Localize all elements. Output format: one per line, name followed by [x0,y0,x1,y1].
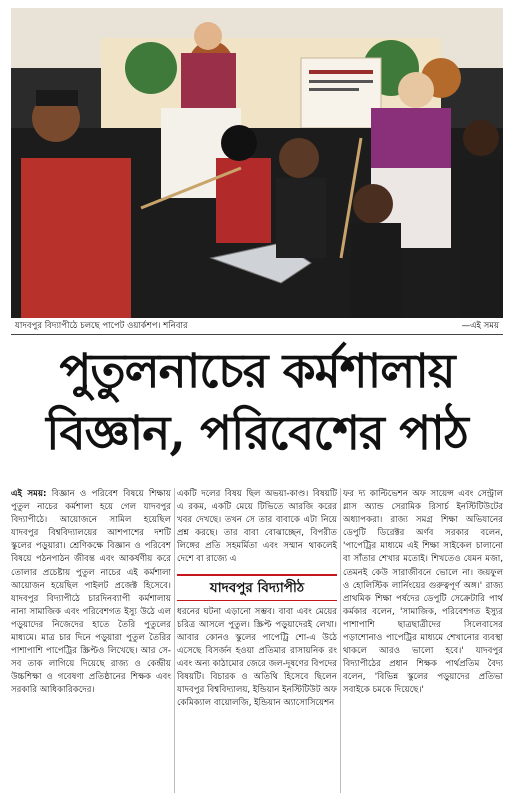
news-photo [11,8,503,318]
article-dateline: এই সময়: [11,489,47,499]
place-label: যাদবপুর বিদ্যাপীঠ [177,574,337,601]
article-column-2 [177,488,337,793]
article-column-3 [343,488,503,793]
article-body [11,488,503,793]
column-divider [340,488,341,793]
article-paragraph: বিজ্ঞান ও পরিবেশ বিষয়ে শিক্ষায় পুতুল নাচের কর্মশালা হয়ে গেল যাদবপুর বিদ্যাপীঠে। আয়োজনে সামিল হয়েছিল যাদবপুর বিশ্ববিদ্যালয়ের আশপাশের দশটি স্কুলের পড়ুয়ারা। শ্রেণিকক্ষে বিজ্ঞান ও পরিবেশ বিষয়ে পঠনপাঠন জীবন্ত এবং আকর্ষণীয় করে তোলার প্রচেষ্টায় পুতুল নাচের এই কর্মশালা আয়োজন হয়েছিল পাইলট প্রজেক্ট হিসেবে। যাদবপুর বিদ্যাপীঠে চারদিনব্যাপী কর্মশালায় নানা সামাজিক এবং পরিবেশগত ইস্যু উঠে এল পড়ুয়াদের নিজেদের হাতে তৈরি পুতুলের মাধ্যমে। মাত্র চার দিনে পড়ুয়ারা পুতুল তৈরির পাশাপাশি পাপেট্রির স্ক্রিপ্টও লিখেছে। আর সে-সব তাক লাগিয়ে দিয়েছে রাজ্য ও কেন্দ্রীয় উচ্চশিক্ষা ও গবেষণা প্রতিষ্ঠানের শিক্ষক এবং সরকারি আধিকারিকদের। [11,489,171,696]
article-paragraph: ফর দ্য কাল্টিভেশন অফ সায়েন্স এবং সেন্ট্রাল গ্লাস অ্যান্ড সেরামিক রিসার্চ ইনস্টিটিউটের অধ্যাপকরা। রাজ্য সমগ্র শিক্ষা অভিযানের ডেপুটি ডিরেক্টর অর্ণব সরকার বলেন, 'পাপেট্রির মাধ্যমে এই শিক্ষা সাইকেল চালানো বা সাঁতার শেখার মতোই। শিখতেও যেমন মজা, তেমনই কেউ সারাজীবনে ভোলে না। জয়ফুল ও হোলিস্টিক লার্নিংয়ের গুরুত্বপূর্ণ অঙ্গ।' রাজ্য প্রাথমিক শিক্ষা পর্ষদের ডেপুটি সেক্রেটারি পার্থ কর্মকার বলেন, 'সামাজিক, পরিবেশগত ইস্যুর পাশাপাশি ছাত্রছাত্রীদের সিলেবাসের পড়াশোনাও পাপেট্রির মাধ্যমে শেখানোর ব্যবস্থা থাকলে আরও ভালো হবে।' যাদবপুর বিদ্যাপীঠের প্রধান শিক্ষক পার্থপ্রতিম বৈদ্য বলেন, 'বিভিন্ন স্কুলের পড়ুয়াদের প্রতিভা সবাইকে চমকে দিয়েছে।' [343,489,503,696]
column-divider [174,488,175,793]
photo-credit: —এই সময় [461,321,499,331]
article-column-1 [11,488,171,793]
headline-line-2: বিজ্ঞান, পরিবেশের পাঠ [46,406,468,461]
article-paragraph: একটি দলের বিষয় ছিল অভয়া-কাণ্ড। বিষয়টি এ রকম, একটি মেয়ে টিভিতে আরজি করের খবর দেখছে। তখন সে তার বাবাকে এটা নিয়ে প্রশ্ন করছে। তার বাবা বোঝাচ্ছেন, বিপরীত লিঙ্গের প্রতি সহমর্মিতা এবং সম্মান থাকলেই দেশে বা রাজ্যে এ [177,489,337,565]
headline-line-1: পুতুলনাচের কর্মশালায় [59,344,455,399]
article-paragraph: ধরনের ঘটনা এড়ানো সম্ভব। বাবা এবং মেয়ের চরিত্র আসলে পুতুল। স্ক্রিপ্ট পড়ুয়াদেরই লেখা। আবার কোনও স্কুলের পাপেট্রি শো-এ উঠে এসেছে বিসর্জন হওয়া প্রতিমার রাসায়নিক রং এবং অন্য কাঠামোর জেরে জল-দূষণের বিপদের বিষয়টি। বিচারক ও অতিথি হিসেবে ছিলেন যাদবপুর বিশ্ববিদ্যালয়, ইন্ডিয়ান ইনস্টিটিউট অফ কেমিক্যাল বায়োলজি, ইন্ডিয়ান অ্যাসোসিয়েশন [177,606,337,709]
photo-caption: যাদবপুর বিদ্যাপীঠে চলছে পাপেট ওয়ার্কশপ। শনিবার [15,321,188,331]
photo-caption-bar [11,318,503,335]
